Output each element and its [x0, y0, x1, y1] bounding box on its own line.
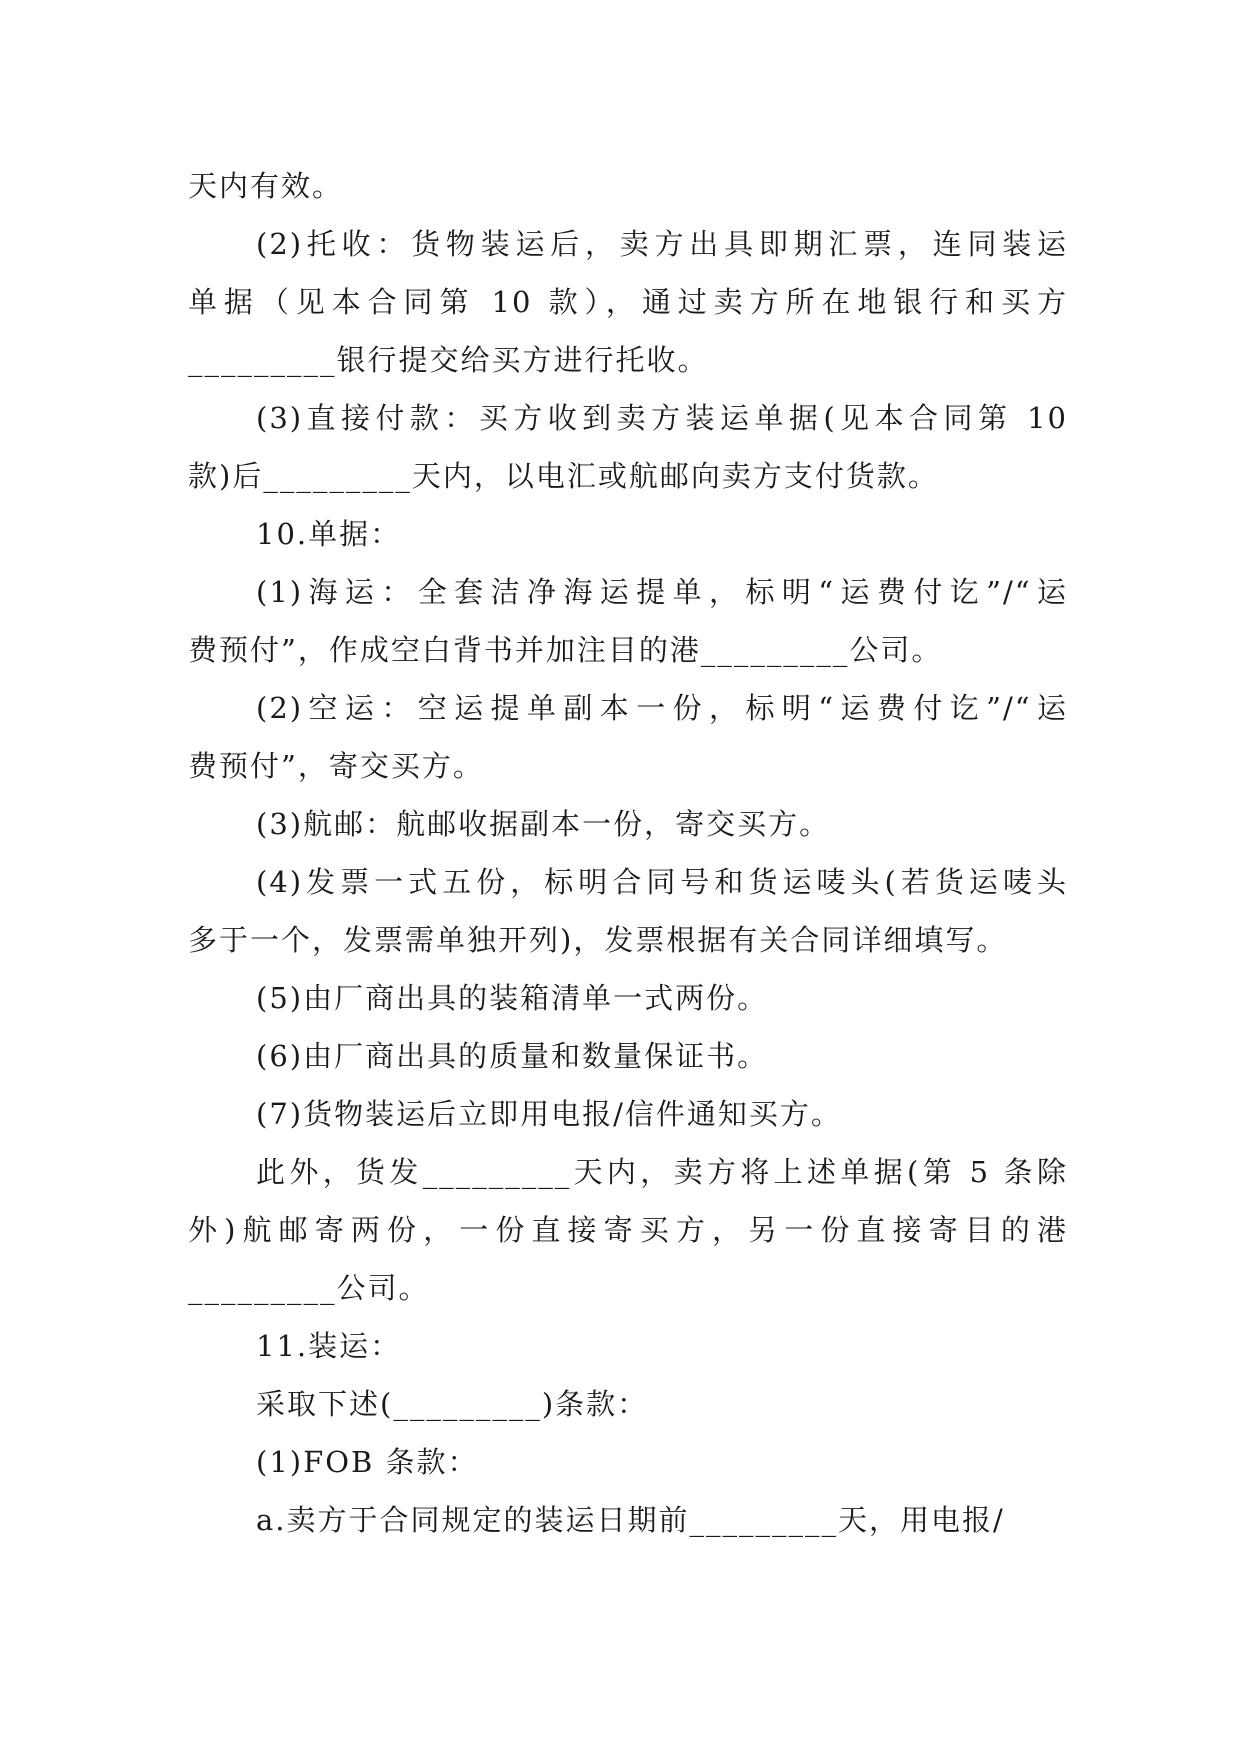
- text-line: (7)货物装运后立即用电报/信件通知买方。: [256, 1097, 842, 1131]
- text-line: (4)发票一式五份，标明合同号和货运唛头(若货运唛头: [256, 865, 1068, 899]
- text-line: 外)航邮寄两份，一份直接寄买方，另一份直接寄目的港: [188, 1213, 1068, 1247]
- section-heading: 10.单据：: [256, 517, 402, 551]
- text-line: (2)托收：货物装运后，卖方出具即期汇票，连同装运: [256, 227, 1068, 261]
- text-line: 费预付”，作成空白背书并加注目的港_________公司。: [188, 633, 943, 667]
- text-line: 多于一个，发票需单独开列)，发票根据有关合同详细填写。: [188, 923, 1008, 957]
- text-line: (6)由厂商出具的质量和数量保证书。: [256, 1039, 769, 1073]
- text-line: (5)由厂商出具的装箱清单一式两份。: [256, 981, 769, 1015]
- document-body: [188, 157, 1068, 1549]
- text-line: 采取下述(_________)条款：: [256, 1387, 649, 1421]
- text-line: (3)航邮：航邮收据副本一份，寄交买方。: [256, 807, 831, 841]
- text-line: 费预付”，寄交买方。: [188, 749, 484, 783]
- text-line: (1)海运：全套洁净海运提单，标明“运费付讫”/“运: [256, 575, 1068, 609]
- section-heading: 11.装运：: [256, 1329, 402, 1363]
- text-line: (2)空运：空运提单副本一份，标明“运费付讫”/“运: [256, 691, 1068, 725]
- text-line: 单据（见本合同第 10 款），通过卖方所在地银行和买方: [188, 285, 1068, 319]
- text-line: 款)后_________天内，以电汇或航邮向卖方支付货款。: [188, 459, 939, 493]
- text-line: (1)FOB 条款：: [256, 1445, 479, 1479]
- text-line: _________公司。: [188, 1271, 430, 1305]
- text-line: (3)直接付款：买方收到卖方装运单据(见本合同第 10: [256, 401, 1068, 435]
- text-line: 天内有效。: [188, 169, 344, 203]
- text-line: _________银行提交给买方进行托收。: [188, 343, 709, 377]
- text-line: a.卖方于合同规定的装运日期前_________天，用电报/: [256, 1503, 1005, 1537]
- text-line: 此外，货发_________天内，卖方将上述单据(第 5 条除: [256, 1155, 1068, 1189]
